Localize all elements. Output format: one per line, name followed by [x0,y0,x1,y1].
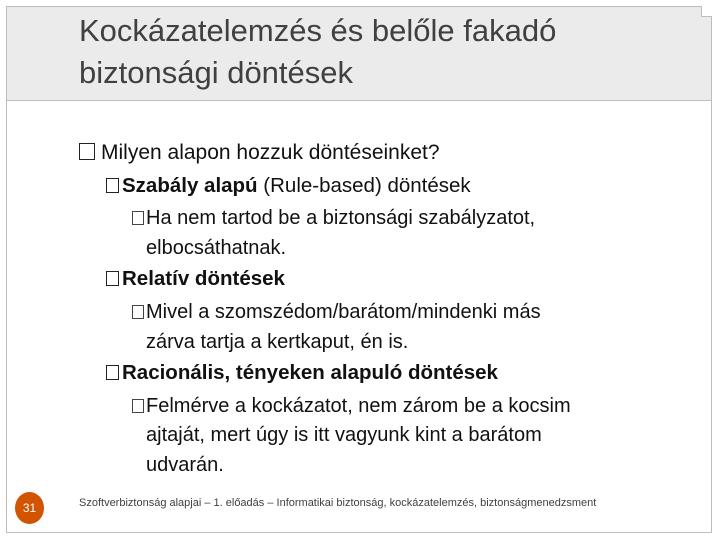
bullet-rational: Racionális, tényeken alapuló döntések [106,359,498,387]
slide-footer: Szoftverbiztonság alapjai – 1. előadás – Informatikai biztonság, kockázatelemzés, biztonságmenedzsment [79,497,597,509]
bullet-box-icon [106,271,119,286]
bullet-rule-based: Szabály alapú (Rule-based) döntések [106,172,471,200]
slide-number-badge: 31 [15,492,44,524]
bullet-rational-sub-cont-1: ajtaját, mert úgy is itt vagyunk kint a barátom [146,424,542,446]
title-line-1: Kockázatelemzés és belőle fakadó [79,13,557,48]
bullet-rational-sub-cont-2: udvarán. [146,454,224,476]
title-corner-decoration [701,6,712,17]
bullet-rule-sub-cont: elbocsáthatnak. [146,237,287,259]
bullet-rational-sub: Felmérve a kockázatot, nem zárom be a kocsim [132,392,571,420]
bullet-box-icon [79,143,95,160]
bullet-relative: Relatív döntések [106,265,285,293]
bullet-level1: Milyen alapon hozzuk döntéseinket? [79,139,440,167]
bullet-rule-sub: Ha nem tartod be a biztonsági szabályzatot, [132,204,535,232]
slide-title [79,10,699,94]
bullet-box-icon [106,178,119,193]
bullet-box-icon [132,211,144,225]
bullet-relative-sub-cont: zárva tartja a kertkaput, én is. [146,331,409,353]
title-line-2: biztonsági döntések [79,55,354,90]
bullet-relative-sub: Mivel a szomszédom/barátom/mindenki más [132,298,541,326]
bullet-box-icon [132,305,144,319]
bullet-box-icon [132,399,144,413]
bullet-box-icon [106,365,119,380]
